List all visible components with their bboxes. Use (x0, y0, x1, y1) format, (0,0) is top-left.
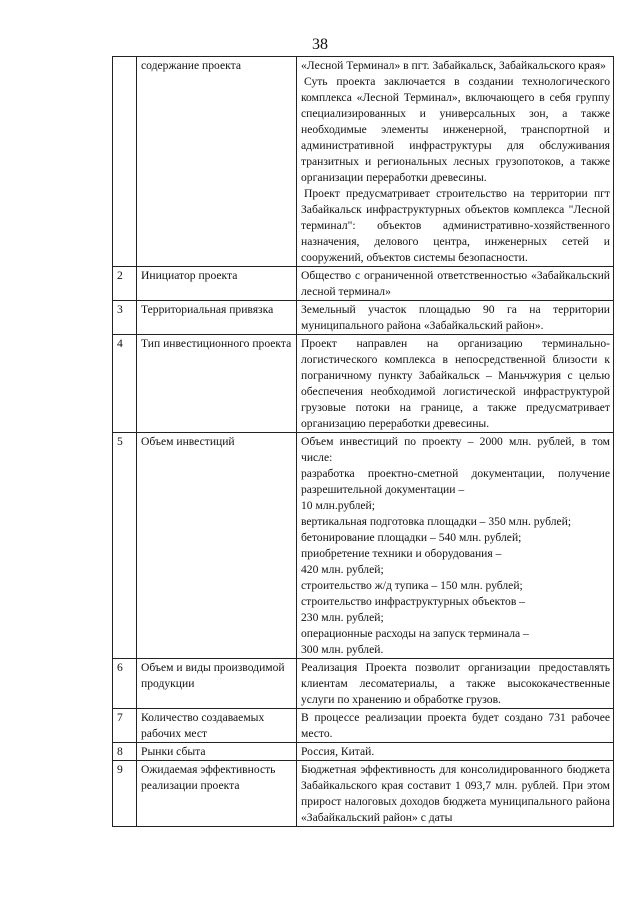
value-paragraph: Бюджетная эффективность для консолидированного бюджета Забайкальского края составит 1 093,7 млн. рублей. При этом прирост налоговых доходов бюджета муниципального района «Забайкальский район» с даты (301, 763, 610, 824)
table-row (113, 433, 614, 659)
row-number: 5 (113, 433, 137, 659)
row-value (297, 743, 614, 761)
value-paragraph: 420 млн. рублей; (301, 563, 384, 576)
table-row (113, 743, 614, 761)
value-paragraph: строительство ж/д тупика – 150 млн. рублей; (301, 579, 523, 592)
value-paragraph: В процессе реализации проекта будет создано 731 рабочее место. (301, 711, 610, 740)
row-number (113, 57, 137, 267)
row-value (297, 709, 614, 743)
row-label: Объем инвестиций (137, 433, 297, 659)
value-paragraph: Проект предусматривает строительство на территории пгт Забайкальск инфраструктурных объектов комплекса "Лесной терминал": объектов административно-хозяйственного назначения, делового центра, инженерных сетей и сооружений, объектов системы безопасности. (301, 187, 610, 264)
row-number: 6 (113, 659, 137, 709)
row-value (297, 433, 614, 659)
value-paragraph: 300 млн. рублей. (301, 643, 384, 656)
row-label: Рынки сбыта (137, 743, 297, 761)
table-row (113, 709, 614, 743)
row-number: 7 (113, 709, 137, 743)
row-label: Объем и виды производимой продукции (137, 659, 297, 709)
value-paragraph: Земельный участок площадью 90 га на территории муниципального района «Забайкальский район». (301, 303, 610, 332)
value-paragraph: 10 млн.рублей; (301, 499, 375, 512)
row-number: 4 (113, 335, 137, 433)
row-value (297, 659, 614, 709)
row-number: 8 (113, 743, 137, 761)
page-number: 38 (312, 36, 328, 53)
value-paragraph: разработка проектно-сметной документации, получение разрешительной документации – (301, 467, 610, 496)
row-label: Ожидаемая эффективность реализации проекта (137, 761, 297, 827)
value-paragraph: Общество с ограниченной ответственностью «Забайкальский лесной терминал» (301, 269, 610, 298)
table-row (113, 267, 614, 301)
value-paragraph: 230 млн. рублей; (301, 611, 384, 624)
row-number: 2 (113, 267, 137, 301)
value-paragraph: бетонирование площадки – 540 млн. рублей; (301, 531, 522, 544)
value-paragraph: Проект направлен на организацию терминально-логистического комплекса в непосредственной близости к пограничному пункту Забайкальск – Маньчжурия с целью обеспечения необходимой логистической инфраструктурой грузовые потоки на границе, а также предусматривает организацию переработки древесины. (301, 337, 610, 430)
value-paragraph: операционные расходы на запуск терминала – (301, 627, 529, 640)
value-paragraph: Объем инвестиций по проекту – 2000 млн. рублей, в том числе: (301, 435, 610, 464)
row-number: 3 (113, 301, 137, 335)
value-paragraph: строительство инфраструктурных объектов – (301, 595, 525, 608)
value-paragraph: Суть проекта заключается в создании технологического комплекса «Лесной Терминал», включающего в себя группу специализированных и универсальных зон, а также необходимые элементы инженерной, транспортной и административной инфраструктуры для обслуживания транзитных и региональных лесных грузопотоков, а также организации переработки древесины. (301, 75, 610, 184)
row-value (297, 301, 614, 335)
value-paragraph: «Лесной Терминал» в пгт. Забайкальск, Забайкальского края» (301, 59, 606, 72)
row-label: Инициатор проекта (137, 267, 297, 301)
table-row (113, 659, 614, 709)
row-value (297, 57, 614, 267)
row-label: Количество создаваемых рабочих мест (137, 709, 297, 743)
row-number: 9 (113, 761, 137, 827)
project-passport-table (112, 56, 614, 827)
table-row (113, 335, 614, 433)
value-paragraph: Реализация Проекта позволит организации предоставлять клиентам лесоматериалы, а также высококачественные услуги по хранению и обработке грузов. (301, 661, 610, 706)
row-value (297, 335, 614, 433)
row-label: Территориальная привязка (137, 301, 297, 335)
value-paragraph: приобретение техники и оборудования – (301, 547, 502, 560)
table-row (113, 761, 614, 827)
value-paragraph: вертикальная подготовка площадки – 350 млн. рублей; (301, 515, 572, 528)
table-row (113, 57, 614, 267)
row-value (297, 267, 614, 301)
row-label: Тип инвестиционного проекта (137, 335, 297, 433)
value-paragraph: Россия, Китай. (301, 745, 375, 758)
table-row (113, 301, 614, 335)
row-value (297, 761, 614, 827)
row-label: содержание проекта (137, 57, 297, 267)
